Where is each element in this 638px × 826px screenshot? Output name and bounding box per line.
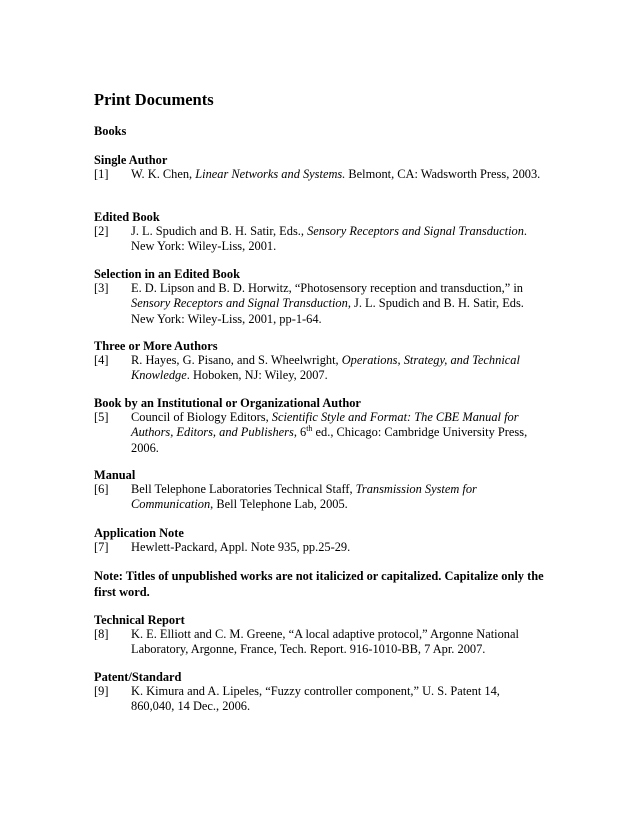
reference-7 xyxy=(94,540,544,555)
reference-text-run: . Hoboken, NJ: Wiley, 2007. xyxy=(186,368,328,383)
reference-text-run: , Bell Telephone Lab, 2005. xyxy=(210,497,348,512)
reference-number: [1] xyxy=(94,167,109,181)
reference-text-run: , 6 xyxy=(293,425,307,440)
heading-technical-report: Technical Report xyxy=(94,613,185,627)
reference-text xyxy=(131,224,544,255)
reference-text xyxy=(131,281,544,327)
reference-text-run: ed., Chicago: Cambridge University Press, 2006. xyxy=(131,425,528,455)
reference-text-run: K. Kimura and A. Lipeles, “Fuzzy controller component,” U. S. Patent 14, 860,040, 14 Dec., 2006. xyxy=(131,684,500,714)
heading-books: Books xyxy=(94,124,127,138)
reference-number: [8] xyxy=(94,627,109,641)
reference-text-run: E. D. Lipson and B. D. Horwitz, “Photosensory reception and transduction,” in xyxy=(131,281,523,295)
reference-number: [5] xyxy=(94,410,109,424)
heading-edited-book: Edited Book xyxy=(94,210,160,224)
reference-text-run: Belmont, CA: Wadsworth Press, 2003. xyxy=(345,167,541,181)
heading-three-or-more-authors: Three or More Authors xyxy=(94,339,218,353)
unpublished-works-note: Note: Titles of unpublished works are not italicized or capitalized. Capitalize only the first word. xyxy=(94,569,544,599)
reference-text-run: Hewlett-Packard, Appl. Note 935, pp.25-29. xyxy=(131,540,351,554)
reference-title-italic: Transmission System for Communication xyxy=(131,482,477,512)
heading-single-author: Single Author xyxy=(94,153,168,167)
reference-8 xyxy=(94,627,544,658)
heading-patent-standard: Patent/Standard xyxy=(94,670,182,684)
reference-1 xyxy=(94,167,544,182)
reference-text-run: K. E. Elliott and C. M. Greene, “A local adaptive protocol,” Argonne National Laboratory, Argonne, France, Tech. Report. 916-1010-BB, 7 Apr. 2007. xyxy=(131,627,519,657)
heading-institutional-author: Book by an Institutional or Organizational Author xyxy=(94,396,361,410)
reference-text-run: J. L. Spudich and B. H. Satir, Eds., xyxy=(131,224,308,238)
reference-text xyxy=(131,684,544,715)
reference-3 xyxy=(94,281,544,327)
reference-text xyxy=(131,410,544,456)
reference-text-run: Council of Biology Editors, xyxy=(131,410,272,424)
reference-number: [2] xyxy=(94,224,109,238)
reference-text xyxy=(131,482,544,513)
reference-text-run: Bell Telephone Laboratories Technical Staff, xyxy=(131,482,356,496)
heading-application-note: Application Note xyxy=(94,526,184,540)
reference-title-italic: Scientific Style and Format: The CBE Manual for Authors, Editors, and Publishers xyxy=(131,410,519,440)
reference-title-italic: Linear Networks and Systems. xyxy=(195,167,346,181)
reference-number: [9] xyxy=(94,684,109,698)
reference-superscript: th xyxy=(306,424,313,434)
reference-number: [4] xyxy=(94,353,109,367)
reference-5 xyxy=(94,410,544,456)
reference-text-run: . New York: Wiley-Liss, 2001. xyxy=(131,224,528,254)
reference-2 xyxy=(94,224,544,255)
reference-number: [6] xyxy=(94,482,109,496)
reference-text-run: R. Hayes, G. Pisano, and S. Wheelwright, xyxy=(131,353,342,367)
reference-text-run: W. K. Chen, xyxy=(131,167,196,181)
reference-text-run: , J. L. Spudich and B. H. Satir, Eds. New York: Wiley-Liss, 2001, pp-1-64. xyxy=(131,296,524,326)
reference-6 xyxy=(94,482,544,513)
reference-9 xyxy=(94,684,544,715)
reference-title-italic: Sensory Receptors and Signal Transduction xyxy=(307,224,524,238)
reference-text xyxy=(131,353,544,384)
reference-number: [7] xyxy=(94,540,109,554)
heading-selection-edited-book: Selection in an Edited Book xyxy=(94,267,240,281)
reference-title-italic: Sensory Receptors and Signal Transduction xyxy=(131,296,348,311)
reference-4 xyxy=(94,353,544,384)
reference-title-italic: Operations, Strategy, and Technical Knowledge xyxy=(131,353,520,383)
heading-manual: Manual xyxy=(94,468,136,482)
reference-text xyxy=(131,627,544,658)
page-title: Print Documents xyxy=(94,90,214,109)
reference-number: [3] xyxy=(94,281,109,295)
reference-text xyxy=(131,167,544,182)
reference-text xyxy=(131,540,544,555)
